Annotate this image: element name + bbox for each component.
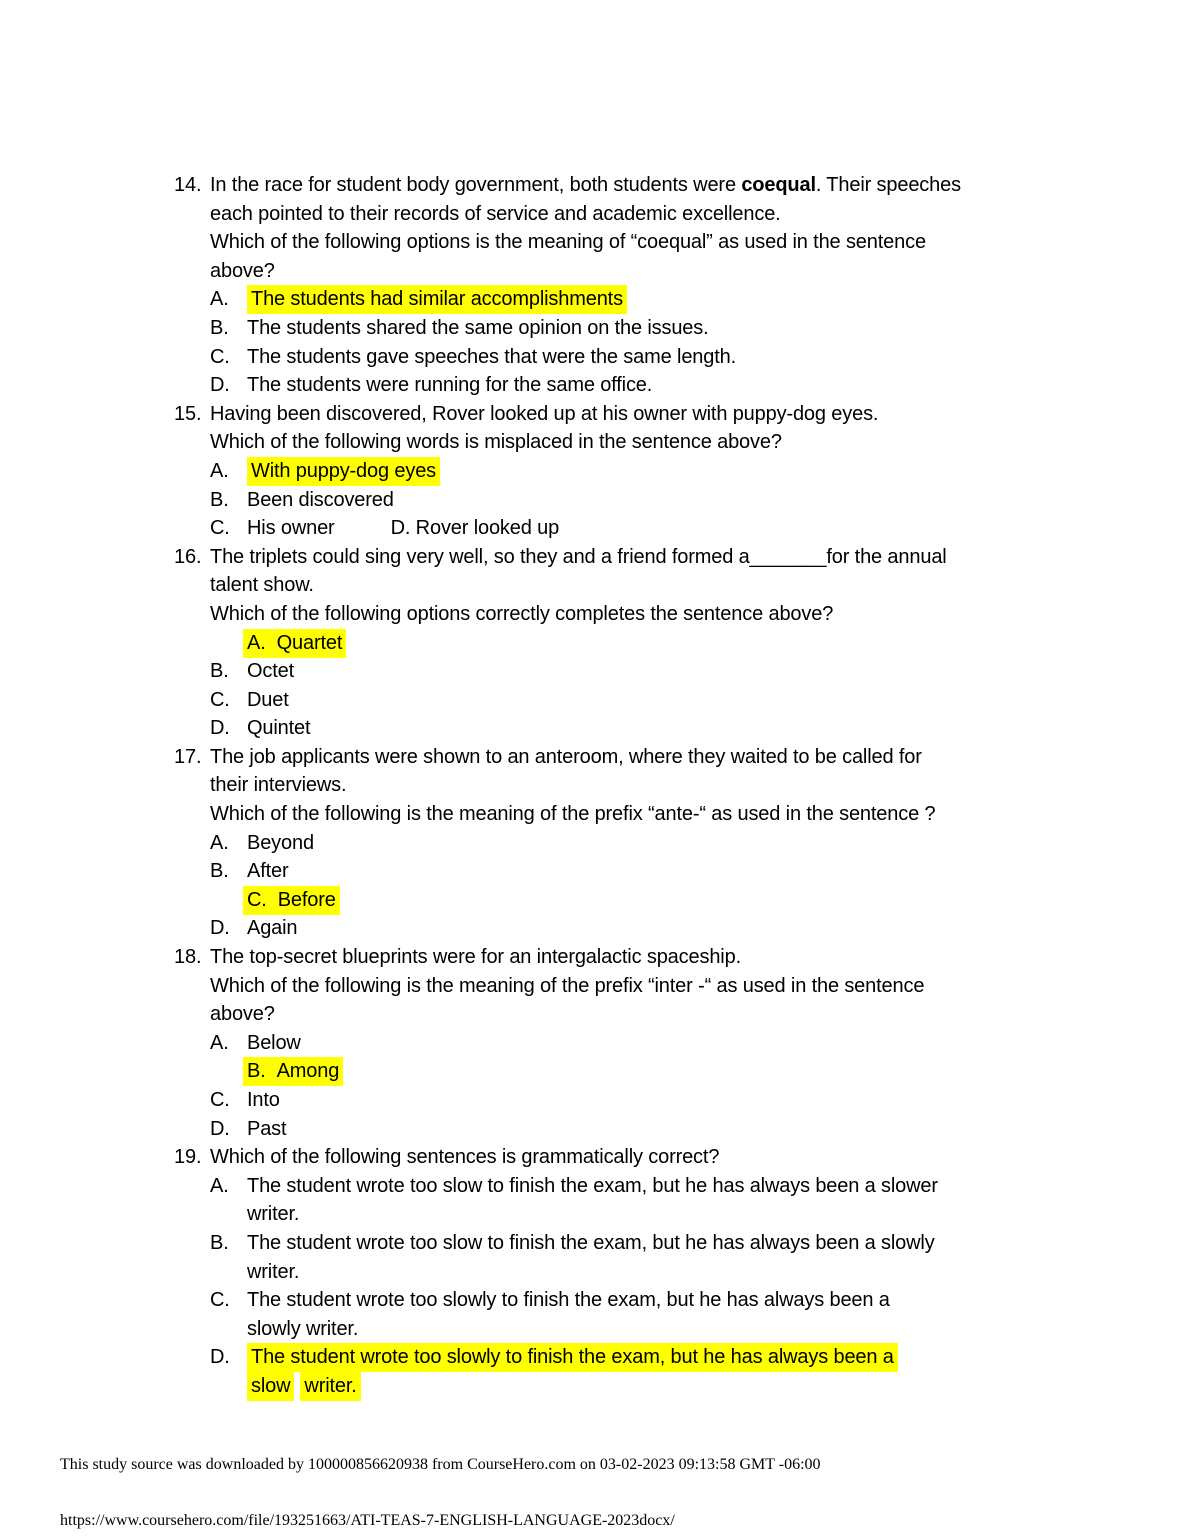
text-segment: Which of the following options correctly completes the sentence above? [210, 602, 834, 625]
answer-option [210, 1029, 1055, 1058]
answer-option [210, 857, 1055, 886]
highlighted-answer [243, 629, 346, 658]
text-segment: Which of the following is the meaning of the prefix “ante-“ as used in the sentence ? [210, 803, 936, 826]
highlighted-answer: writer. [300, 1372, 360, 1401]
text-segment: Octet [247, 660, 295, 683]
answer-option [210, 829, 1055, 858]
answer-option-continuation [210, 1372, 1055, 1401]
text-segment: The student wrote too slow to finish the exam, but he has always been a slowly [247, 1231, 935, 1254]
question-stem-line [174, 943, 1055, 972]
option-label: C. [210, 1289, 230, 1312]
answer-option-continuation [210, 1315, 1055, 1344]
text-segment: The student wrote too slowly to finish the exam, but he has always been a [247, 1289, 890, 1312]
question-stem-line [174, 171, 1055, 200]
option-label: B. [210, 488, 229, 511]
text-segment: Having been discovered, Rover looked up at his owner with puppy-dog eyes. [210, 402, 879, 425]
question-number: 19. [174, 1146, 202, 1169]
answer-option [210, 457, 1055, 486]
option-label: C. [210, 688, 230, 711]
download-attribution: This study source was downloaded by 100000856620938 from CourseHero.com on 03-02-2023 09:13:58 GMT -06:00 [60, 1456, 821, 1473]
question-number: 15. [174, 402, 202, 425]
question-stem-line [174, 543, 1055, 572]
option-label: B. [247, 1060, 266, 1083]
option-label: C. [247, 888, 267, 911]
option-label: A. [210, 1031, 229, 1054]
text-segment: each pointed to their records of service and academic excellence. [210, 202, 781, 225]
question-list [174, 171, 1055, 1401]
highlighted-answer: Quartet [276, 631, 343, 654]
text-segment: their interviews. [210, 774, 347, 797]
highlighted-answer: Among [276, 1060, 340, 1083]
option-label: B. [210, 660, 229, 683]
text-segment: D. Rover looked up [390, 517, 560, 540]
question-stem-line [210, 257, 1055, 286]
question-number: 14. [174, 174, 202, 196]
option-label: A. [210, 459, 229, 482]
text-segment: In the race for student body government, both students were [210, 174, 742, 196]
question-stem-line [210, 228, 1055, 257]
option-label: D. [210, 717, 230, 740]
answer-option-continuation [210, 1200, 1055, 1229]
answer-option [210, 629, 1055, 658]
answer-option [210, 1057, 1055, 1086]
text-segment: . Their speeches [815, 174, 961, 196]
inline-spacer [335, 533, 391, 534]
text-segment: The students shared the same opinion on the issues. [247, 316, 709, 339]
text-segment: Past [247, 1117, 287, 1140]
answer-option [210, 1229, 1055, 1258]
highlighted-answer [243, 1057, 343, 1086]
text-segment: Duet [247, 688, 289, 711]
highlighted-answer: With puppy-dog eyes [247, 457, 440, 486]
text-segment: writer. [247, 1260, 300, 1283]
text-segment: talent show. [210, 574, 314, 597]
answer-option [210, 1343, 1055, 1372]
highlighted-answer: slow [247, 1372, 294, 1401]
option-label: A. [210, 831, 229, 854]
question-stem-line [210, 571, 1055, 600]
question-stem-line [174, 1143, 1055, 1172]
question-stem-line [210, 771, 1055, 800]
question-stem-line [210, 600, 1055, 629]
question-stem-line [210, 972, 1055, 1001]
text-segment: The top-secret blueprints were for an intergalactic spaceship. [210, 946, 741, 969]
option-label: C. [210, 345, 230, 368]
text-segment: Into [247, 1089, 280, 1111]
question-number: 17. [174, 745, 202, 768]
text-segment: Which of the following sentences is grammatically correct? [210, 1146, 720, 1169]
answer-option [210, 886, 1055, 915]
text-segment: Been discovered [247, 488, 394, 511]
text-segment: Again [247, 917, 298, 940]
answer-option [210, 714, 1055, 743]
text-segment: coequal [741, 174, 816, 196]
option-label: B. [210, 860, 229, 883]
text-segment: Which of the following options is the meaning of “coequal” as used in the sentence [210, 231, 926, 254]
highlighted-answer: The student wrote too slowly to finish the exam, but he has always been a [247, 1343, 898, 1372]
answer-option [210, 1286, 1055, 1315]
question-18 [174, 943, 1055, 1143]
answer-option [210, 343, 1055, 372]
text-segment: slowly writer. [247, 1317, 359, 1340]
question-stem-line [210, 428, 1055, 457]
answer-option [210, 371, 1055, 400]
question-stem-line [210, 200, 1055, 229]
option-label: C. [210, 1089, 230, 1111]
answer-option [210, 686, 1055, 715]
text-segment: Which of the following words is misplaced in the sentence above? [210, 431, 782, 454]
text-segment: The student wrote too slow to finish the exam, but he has always been a slower [247, 1174, 938, 1197]
question-stem-line [174, 743, 1055, 772]
option-label: A. [210, 288, 229, 311]
option-label: C. [210, 517, 230, 540]
question-stem-line [174, 400, 1055, 429]
text-segment: above? [210, 259, 275, 282]
option-label: D. [210, 1346, 230, 1369]
highlighted-answer [243, 886, 340, 915]
question-14 [174, 171, 1055, 400]
answer-option [210, 1086, 1055, 1115]
text-segment: The job applicants were shown to an anteroom, where they waited to be called for [210, 745, 922, 768]
answer-option [210, 486, 1055, 515]
text-segment: His owner [247, 517, 335, 540]
option-label: D. [210, 1117, 230, 1140]
answer-option [210, 914, 1055, 943]
option-label: B. [210, 316, 229, 339]
question-stem-line [210, 1000, 1055, 1029]
option-label: D. [210, 374, 230, 397]
option-label: D. [210, 917, 230, 940]
text-segment: Which of the following is the meaning of the prefix “inter -“ as used in the sentence [210, 974, 925, 997]
answer-option [210, 285, 1055, 314]
text-segment: The triplets could sing very well, so they and a friend formed a_______for the annual [210, 545, 947, 568]
answer-option [210, 657, 1055, 686]
option-label: A. [210, 1174, 229, 1197]
question-16 [174, 543, 1055, 743]
text-segment: writer. [247, 1203, 300, 1226]
text-segment: Quintet [247, 717, 311, 740]
highlighted-answer: The students had similar accomplishments [247, 285, 627, 314]
question-number: 18. [174, 946, 202, 969]
text-segment: After [247, 860, 289, 883]
source-url[interactable]: https://www.coursehero.com/file/193251663/ATI-TEAS-7-ENGLISH-LANGUAGE-2023docx/ [60, 1512, 675, 1529]
question-17 [174, 743, 1055, 943]
question-stem-line [210, 800, 1055, 829]
question-number: 16. [174, 545, 202, 568]
answer-option [210, 1115, 1055, 1144]
answer-option [210, 1172, 1055, 1201]
question-19 [174, 1143, 1055, 1400]
answer-option-continuation [210, 1258, 1055, 1287]
answer-option [210, 514, 1055, 543]
question-15 [174, 400, 1055, 543]
text-segment: Beyond [247, 831, 314, 854]
text-segment: Below [247, 1031, 301, 1054]
option-label: A. [247, 631, 266, 654]
highlighted-answer: Before [277, 888, 336, 911]
text-segment: The students were running for the same office. [247, 374, 653, 397]
option-label: B. [210, 1231, 229, 1254]
text-segment: above? [210, 1003, 275, 1026]
answer-option [210, 314, 1055, 343]
text-segment: The students gave speeches that were the same length. [247, 345, 737, 368]
